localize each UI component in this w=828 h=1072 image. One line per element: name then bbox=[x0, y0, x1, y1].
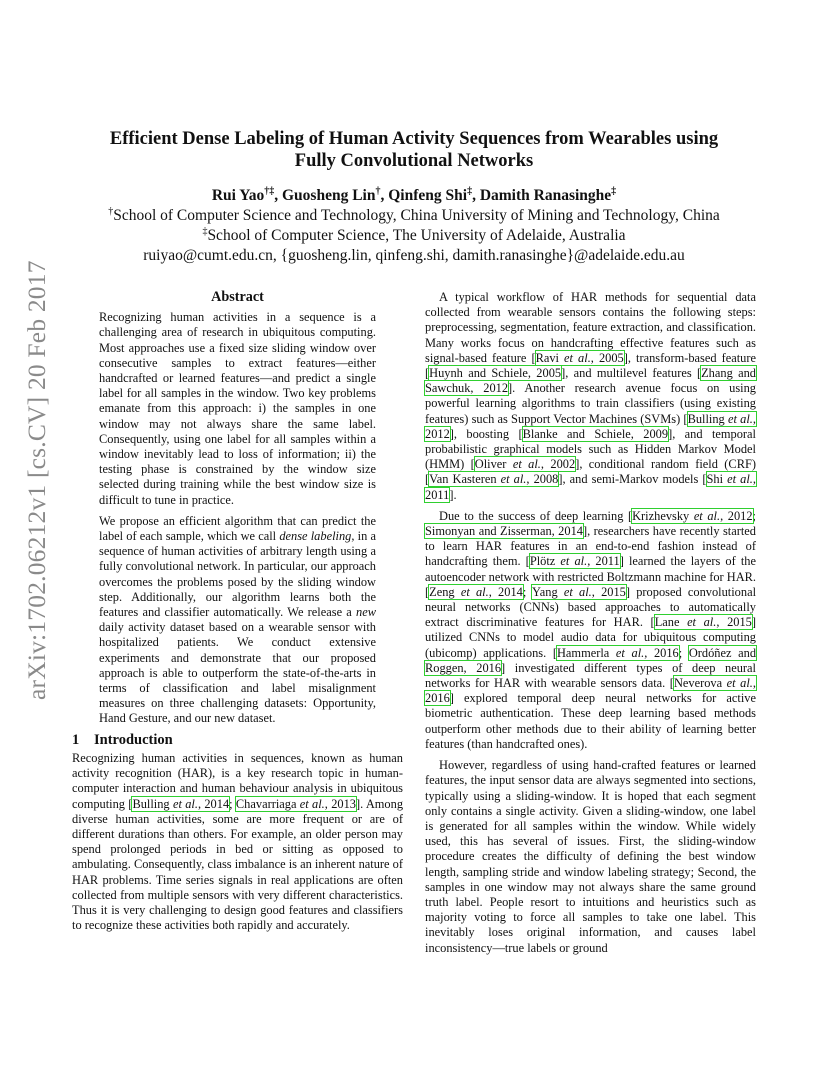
text-run: ] learned the layers of the autoencoder network with restricted Boltzmann machine for HAR. [ bbox=[425, 554, 757, 599]
body-paragraph-2 bbox=[425, 509, 756, 752]
left-column bbox=[72, 290, 403, 939]
arxiv-stamp: arXiv:1702.06212v1 [cs.CV] 20 Feb 2017 bbox=[22, 260, 51, 700]
citation-link[interactable]: Zhang and Sawchuk, 2012 bbox=[425, 366, 756, 396]
text-run: ], and multilevel features [ bbox=[561, 366, 702, 381]
text-run: ]. bbox=[449, 487, 457, 502]
right-column bbox=[425, 290, 756, 962]
citation-link[interactable]: Zeng et al., 2014 bbox=[429, 584, 523, 599]
section-number: 1 bbox=[72, 731, 80, 748]
citation-link[interactable]: Ordóñez and Roggen, 2016 bbox=[425, 645, 757, 675]
text-run: ] investigated different types of deep neural networks for HAR with wearable sensors data. [ bbox=[425, 660, 756, 691]
body-paragraph-3: However, regardless of using hand-crafted features or learned features, the input sensor data are always segmented into sections, typically using a sliding-window. It is hoped that each segment only contains a single activity. Given a sliding-window, one label is generated for all samples within the window. While widely used, this has several of issues. First, the sliding-window procedure creates the difficulty of defining the best window length, sampling stride and window labeling strategy; Second, the samples in one window may not always share the same ground truth label. People resort to intuitions and heuristics such as majority voting to force all samples to take one label. This inevitably loses original information, and causes label inconsistency—true labels or ground bbox=[425, 758, 756, 955]
citation-link[interactable]: Oliver et al., 2002 bbox=[474, 457, 576, 472]
text-run: ]. Another research avenue focus on using powerful learning algorithms to train classifiers (using existing features) such as Support Vector Machines (SVMs) [ bbox=[425, 381, 756, 426]
citation-link[interactable]: Chavarriaga et al., 2013 bbox=[235, 796, 356, 811]
text-run: ], conditional random field (CRF) [ bbox=[425, 457, 756, 487]
intro-paragraph-1 bbox=[72, 751, 403, 933]
paper-title bbox=[60, 128, 768, 172]
citation-link[interactable]: Huynh and Schiele, 2005 bbox=[429, 366, 562, 381]
affiliation-mark: ‡ bbox=[202, 225, 208, 237]
abstract-heading: Abstract bbox=[211, 289, 264, 305]
affiliation-1 bbox=[40, 207, 788, 225]
text-run: ; bbox=[752, 508, 756, 523]
citation-link[interactable]: Van Kasteren et al., 2008 bbox=[429, 472, 559, 487]
citation-link[interactable]: Krizhevsky et al., 2012 bbox=[632, 508, 753, 523]
citation-link[interactable]: Simonyan and Zisserman, 2014 bbox=[425, 524, 583, 539]
author-name: Qinfeng Shi bbox=[388, 187, 468, 204]
text-run: ], transform-based feature [ bbox=[425, 350, 756, 381]
citation-link[interactable]: Lane et al., 2015 bbox=[654, 615, 752, 630]
text-run: Recognizing human activities in sequences, known as human activity recognition (HAR), is a key research topic in human-computer interaction and human behaviour analysis in ubiquitous computing [ bbox=[72, 750, 403, 811]
author-list bbox=[60, 187, 768, 205]
author-mark: ‡ bbox=[611, 185, 617, 197]
author-mark: † bbox=[375, 185, 381, 197]
text-emphasis: new bbox=[356, 605, 376, 620]
text-run: daily activity dataset based on a wearable sensor with hospitalized patients. We conduct extensive experiments and demonstrate that our proposed approach is able to outperform the state-of-the-arts in terms of classification and label misalignment measures on three challenging datasets: Opportunity, Hand Gesture, and our new dataset. bbox=[99, 620, 376, 726]
text-run: ; bbox=[678, 645, 689, 660]
citation-link[interactable]: Blanke and Schiele, 2009 bbox=[522, 426, 669, 441]
text-run: , in a sequence of human activities of arbitrary length using a fully convolutional network. In particular, our approach overcomes the problems posed by the sliding window step. Additionally, our algorithm learns both the features and classifier automatically. We release a bbox=[99, 529, 376, 620]
citation-link[interactable]: Bulling et al., 2012 bbox=[425, 411, 757, 441]
abstract-paragraph-2 bbox=[99, 514, 376, 727]
author-separator: , bbox=[472, 187, 480, 204]
text-run: ] proposed convolutional neural networks (CNNs) based approaches to automatically extract discriminative features for HAR. [ bbox=[425, 584, 757, 630]
citation-link[interactable]: Bulling et al., 2014 bbox=[132, 796, 230, 811]
text-run: ; bbox=[522, 584, 533, 599]
citation-link[interactable]: Shi et al., 2011 bbox=[425, 472, 756, 502]
text-run: ]. Among diverse human activities, some are more frequent or are of different durations than others. For example, an older person may spend prolonged periods in bed or sitting as opposed to ambulating. Consequently, class imbalance is an inherent nature of HAR problems. Time series signals in real applications are often collected from multiple sensors with very different characteristics. Thus it is very challenging to design good features and classifiers to recognize these activities both rapidly and accurately. bbox=[72, 796, 404, 933]
author-separator: , bbox=[274, 187, 282, 204]
affiliation-text: School of Computer Science and Technology, China University of Mining and Technology, China bbox=[113, 207, 720, 224]
text-run: ], and semi-Markov models [ bbox=[558, 472, 707, 487]
text-run: ], and temporal probabilistic graphical models such as Hidden Markov Model (HMM) [ bbox=[425, 426, 756, 472]
text-run: ] explored temporal deep neural networks for active biometric authentication. These deep learning based methods outperform other methods due to their ability of learning better features (than handcrafted ones). bbox=[425, 691, 756, 751]
abstract-paragraph-1: Recognizing human activities in a sequence is a challenging area of research in ubiquitous computing. Most approaches use a fixed size sliding window over consecutive samples to extract features—either handcrafted or learned features—and predict a single label for all samples in the window. Two key problems emanate from this approach: i) the samples in one window may not always share the same label. Consequently, using one label for all samples within a window inevitably lead to loss of information; ii) the testing phase is constrained by the window size selected during training while the best window size is difficult to tune in practice. bbox=[99, 310, 376, 507]
author-name: Guosheng Lin bbox=[282, 187, 376, 204]
citation-link[interactable]: Neverova et al., 2016 bbox=[425, 676, 756, 706]
citation-link[interactable]: Hammerla et al., 2016 bbox=[556, 645, 679, 660]
author-name: Rui Yao bbox=[211, 187, 265, 204]
text-run: ], researchers have recently started to learn HAR features in an end-to-end fashion instead of handcrafting them. [ bbox=[425, 524, 756, 569]
citation-link[interactable]: Ravi et al., 2005 bbox=[535, 350, 624, 365]
author-name: Damith Ranasinghe bbox=[479, 187, 612, 204]
text-run: ], boosting [ bbox=[449, 426, 523, 441]
text-run: ; bbox=[229, 796, 236, 811]
section-heading-introduction bbox=[72, 733, 403, 748]
body-paragraph-1 bbox=[425, 290, 756, 503]
title-line-1: Efficient Dense Labeling of Human Activity Sequences from Wearables using bbox=[109, 129, 719, 149]
title-line-2: Fully Convolutional Networks bbox=[294, 151, 534, 171]
author-emails: ruiyao@cumt.edu.cn, {guosheng.lin, qinfeng.shi, damith.ranasinghe}@adelaide.edu.au bbox=[143, 247, 685, 264]
text-run: A typical workflow of HAR methods for sequential data collected from wearable sensors contains the following steps: preprocessing, segmentation, feature extraction, and classification. Many works focus on handcrafting effective features such as signal-based feature [ bbox=[425, 290, 756, 365]
affiliation-text: School of Computer Science, The University of Adelaide, Australia bbox=[207, 227, 626, 244]
text-run: ] utilized CNNs to model audio data for ubiquitous computing (ubicomp) applications. [ bbox=[425, 615, 756, 660]
text-emphasis: dense labeling bbox=[279, 529, 352, 544]
citation-link[interactable]: Plötz et al., 2011 bbox=[529, 554, 620, 569]
affiliation-2 bbox=[40, 227, 788, 245]
section-title: Introduction bbox=[94, 731, 173, 748]
affiliation-mark: † bbox=[108, 205, 114, 217]
citation-link[interactable]: Yang et al., 2015 bbox=[532, 584, 626, 599]
abstract bbox=[72, 290, 403, 727]
text-run: We propose an efficient algorithm that can predict the label of each sample, which we call bbox=[99, 513, 376, 544]
author-mark: ‡ bbox=[467, 185, 473, 197]
author-separator: , bbox=[380, 187, 389, 204]
text-run: Due to the success of deep learning [ bbox=[439, 508, 633, 523]
author-mark: †‡ bbox=[264, 185, 275, 197]
